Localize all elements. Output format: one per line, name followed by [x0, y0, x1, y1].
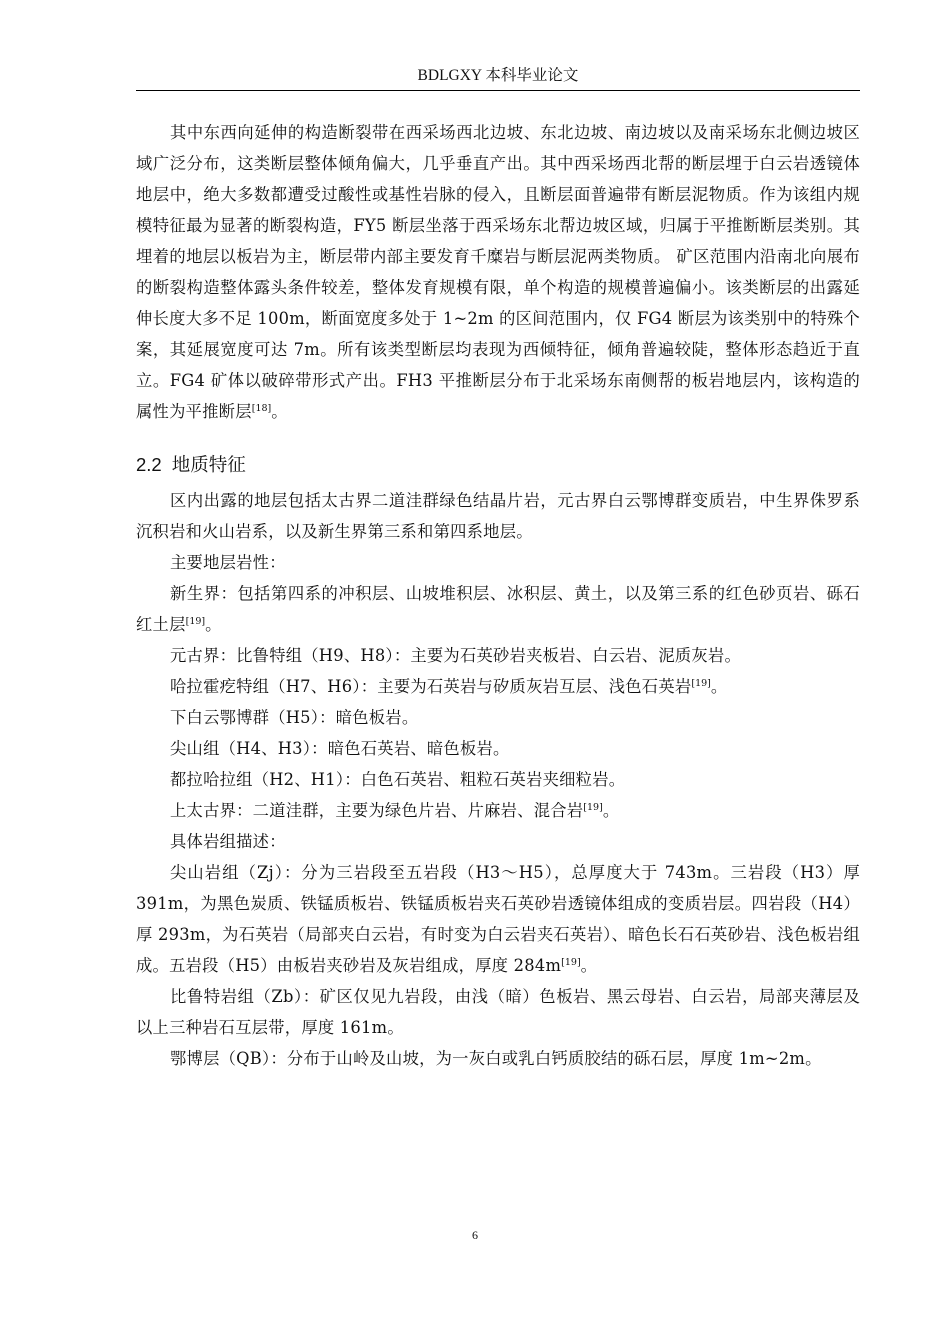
paragraph-end: 。 — [205, 615, 222, 634]
paragraph-main-lithology-label: 主要地层岩性： — [170, 553, 286, 572]
paragraph-lower-baiyunebo: 下白云鄂博群（H5）：暗色板岩。 — [170, 708, 419, 727]
paragraph-dulahala: 都拉哈拉组（H2、H1）：白色石英岩、粗粒石英岩夹细粒岩。 — [170, 770, 626, 789]
citation-ref: [19] — [185, 616, 206, 627]
section-title: 地质特征 — [171, 455, 246, 476]
citation-ref: [19] — [583, 802, 603, 813]
paragraph-end: 。 — [580, 956, 598, 975]
header-rule — [136, 90, 860, 91]
paragraph-end: 。 — [710, 677, 728, 696]
citation-ref: [18] — [251, 403, 272, 414]
paragraph-jianshan-group — [136, 857, 860, 981]
citation-ref: [19] — [561, 957, 581, 968]
citation-ref: [19] — [691, 678, 711, 689]
paragraph-end: 。 — [602, 801, 620, 820]
page-body — [136, 117, 860, 1074]
paragraph-archean — [136, 795, 860, 826]
paragraph-faults — [136, 117, 860, 427]
paragraph-ebo-layer: 鄂博层（QB）：分布于山岭及山坡，为一灰白或乳白钙质胶结的砾石层，厚度 1m~2m。 — [170, 1049, 822, 1068]
paragraph-end: 。 — [271, 402, 288, 421]
paragraph-strata-overview: 区内出露的地层包括太古界二道洼群绿色结晶片岩，元古界白云鄂博群变质岩，中生界侏罗系沉积岩和火山岩系，以及新生界第三系和第四系地层。 — [136, 491, 860, 541]
paragraph-text: 其中东西向延伸的构造断裂带在西采场西北边坡、东北边坡、南边坡以及南采场东北侧边坡区域广泛分布，这类断层整体倾角偏大，几乎垂直产出。其中西采场西北帮的断层埋于白云岩透镜体地层中，绝大多数都遭受过酸性或基性岩脉的侵入，且断层面普遍带有断层泥物质。作为该组内规模特征最为显著的断裂构造，FY5 断层坐落于西采场东北帮边坡区域，归属于平推断断层类别。其埋着的地层以板岩为主，断层带内部主要发育千糜岩与断层泥两类物质。 矿区范围内沿南北向展布的断裂构造整体露头条件较差，整体发育规模有限，单个构造的规模普遍偏小。该类断层的出露延伸长度大多不足 100m，断面宽度多处于 1~2m 的区间范围内，仅 FG4 断层为该类别中的特殊个案，其延展宽度可达 7m。所有该类型断层均表现为西倾特征，倾角普遍较陡，整体形态趋近于直立。FG4 矿体以破碎带形式产出。FH3 平推断层分布于北采场东南侧帮的板岩地层内，该构造的属性为平推断层 — [136, 123, 860, 421]
paragraph-jianshan: 尖山组（H4、H3）：暗色石英岩、暗色板岩。 — [170, 739, 510, 758]
paragraph-text: 上太古界：二道洼群，主要为绿色片岩、片麻岩、混合岩 — [170, 801, 584, 820]
paragraph-group-description-label: 具体岩组描述： — [170, 832, 286, 851]
paragraph-halahuogete — [136, 671, 860, 702]
paragraph-cenozoic — [136, 578, 860, 640]
section-heading — [136, 449, 860, 485]
paragraph-text: 尖山岩组（Zj）：分为三岩段至五岩段（H3～H5），总厚度大于 743m。三岩段（H3）厚 391m，为黑色炭质、铁锰质板岩、铁锰质板岩夹石英砂岩透镜体组成的变质岩层。四岩段（H4）厚 293m，为石英岩（局部夹白云岩，有时变为白云岩夹石英岩）、暗色长石石英砂岩、浅色板岩组成。五岩段（H5）由板岩夹砂岩及灰岩组成，厚度 284m — [136, 863, 860, 975]
paragraph-text: 哈拉霍疙特组（H7、H6）：主要为石英岩与矽质灰岩互层、浅色石英岩 — [170, 677, 692, 696]
section-number: 2.2 — [136, 454, 162, 475]
running-header: BDLGXY 本科毕业论文 — [417, 67, 579, 84]
paragraph-bilute-group: 比鲁特岩组（Zb）：矿区仅见九岩段，由浅（暗）色板岩、黑云母岩、白云岩，局部夹薄层及以上三种岩石互层带，厚度 161m。 — [136, 987, 860, 1037]
page-number: 6 — [472, 1228, 478, 1242]
section-spacer — [136, 427, 860, 449]
paragraph-proterozoic: 元古界：比鲁特组（H9、H8）：主要为石英砂岩夹板岩、白云岩、泥质灰岩。 — [170, 646, 741, 665]
paragraph-text: 新生界：包括第四系的冲积层、山坡堆积层、冰积层、黄土，以及第三系的红色砂页岩、砾石红土层 — [136, 584, 860, 634]
